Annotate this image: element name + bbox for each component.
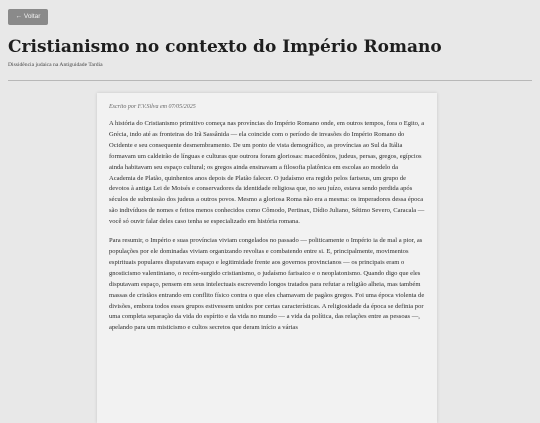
article-card xyxy=(97,93,437,423)
article-byline: Escrito por F.V.Silva em 07/05/2025 xyxy=(109,104,196,110)
back-button[interactable]: ← Voltar xyxy=(8,9,48,25)
page-subtitle: Dissidência judaica na Antiguidade Tardia xyxy=(8,62,103,68)
article-paragraph: A história do Cristianismo primitivo começa nas províncias do Império Romano onde, em outros tempos, fora o Egito, a Grécia, indo até as fronteiras do Irã Sassânida — ela coincide com o período de invasões do Império Romano do Ocidente e seu consequente desmembramento. De um ponto de vista demográfico, as províncias ao Sul da Itália formavam um caldeirão de línguas e culturas que outrora foram gloriosas: macedônios, judeus, persas, gregos, egípcios ainda habitavam seu espaço cultural; os gregos ainda ensinavam a filosofia platônica em escolas ao modelo da Academia de Platão, quinhentos anos depois de Platão falecer. O judaísmo era regido pelos fariseus, um grupo de devotos à antiga Lei de Moisés e conservadores da identidade religiosa que, no seu juízo, estava sendo perdida após séculos de submissão dos judeus a outros povos. Mesmo a gloriosa Roma não era a mesma: os imperadores dessa época são indivíduos de nomes e feitos menos conhecidos como Cômodo, Pertinax, Dídio Juliano, Sétimo Severo, Caracala — você só ouvir falar deles caso tenha se especializado em história romana. xyxy=(109,120,425,226)
article-paragraph: Para resumir, o Império e suas províncias viviam congelados no passado — politicamente o Império ia de mal a pior, as populações por ele dominadas viviam organizando revoltas e combatendo entre si. E, principalmente, movimentos espirituais populares disputavam espaço e legitimidade frente aos governos provincianos — os principais eram o gnosticismo valentiniano, o recém-surgido cristianismo, o judaísmo farisaico e o neoplatonismo. Quando digo que eles disputavam espaço, pensem em seus intelectuais escrevendo longos tratados para refutar a religião alheia, mas também massas de cristãos entrando em conflito físico contra o que eles chamavam de pagãos gregos. Foi uma época violenta de divisões, embora todos esses grupos estivessem unidos por certas características. A religiosidade da época se definia por uma completa separação da vida do espírito e da vida no mundo — a vida da política, das relações entre as pessoas —, apelando para um misticismo e cultos secretos que deram início a várias xyxy=(109,237,425,332)
header-divider xyxy=(8,80,532,81)
page-title: Cristianismo no contexto do Império Romano xyxy=(8,37,442,57)
